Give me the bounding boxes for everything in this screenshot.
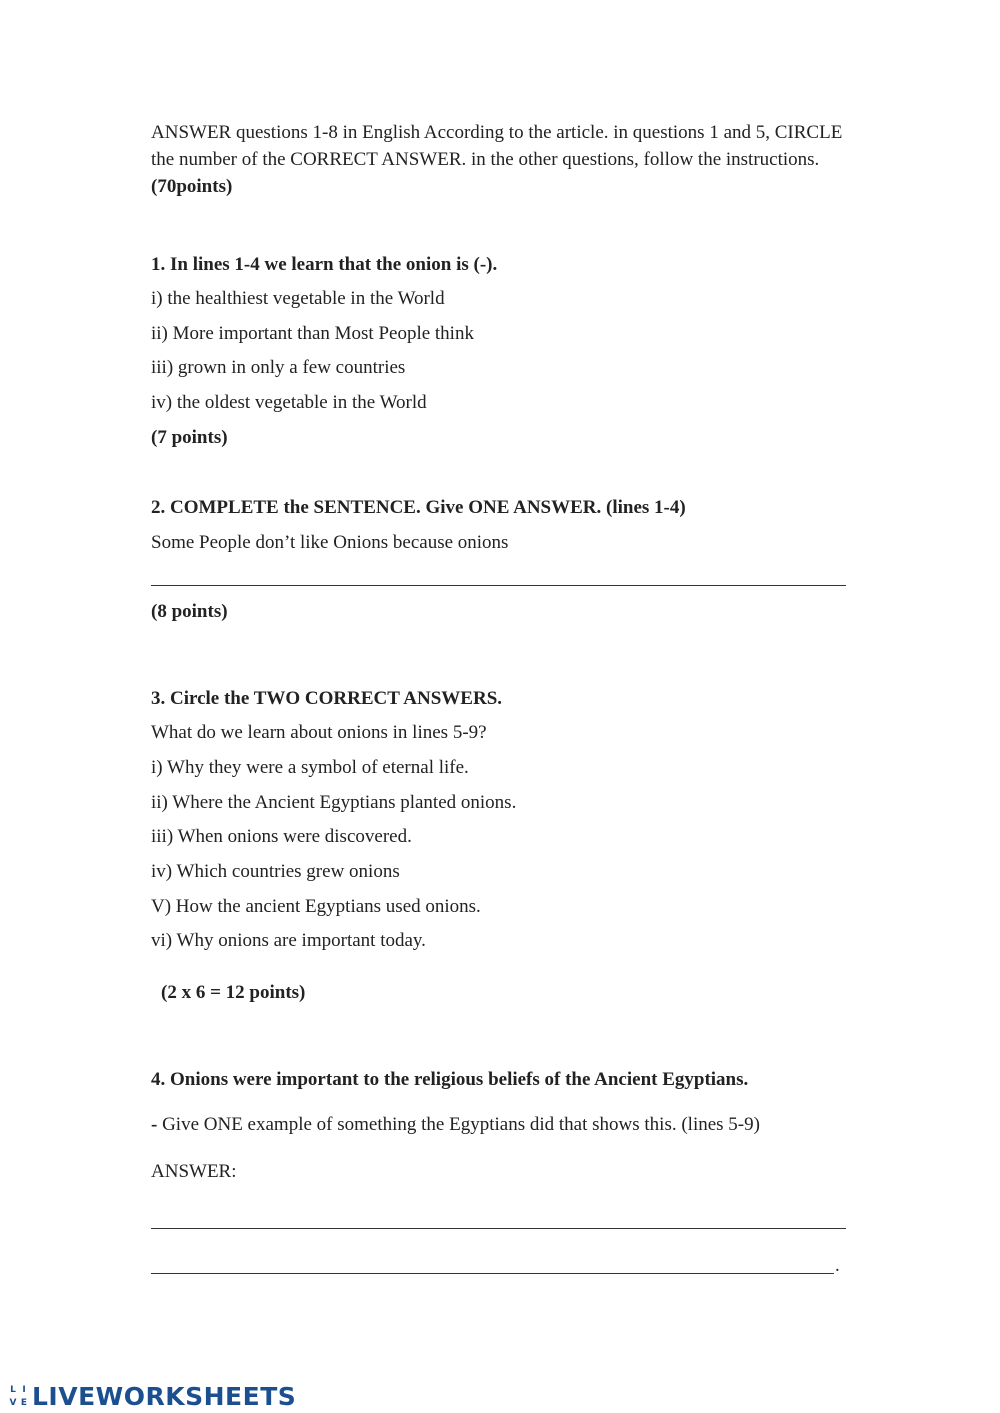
question-4-answer-label: ANSWER: bbox=[151, 1161, 237, 1182]
question-3-option[interactable]: iv) Which countries grew onions bbox=[151, 861, 400, 882]
logo-letter: E bbox=[20, 1397, 28, 1408]
question-3-title: 3. Circle the TWO CORRECT ANSWERS. bbox=[151, 688, 503, 709]
logo-letter: V bbox=[9, 1397, 17, 1408]
question-4-answer-line-2[interactable] bbox=[151, 1273, 834, 1274]
instructions-points: (70points) bbox=[151, 176, 233, 197]
question-4-dash: - bbox=[151, 1114, 158, 1135]
question-4-instruction bbox=[151, 1114, 760, 1136]
question-1-option[interactable]: ii) More important than Most People think bbox=[151, 323, 474, 344]
logo-letter: L bbox=[10, 1384, 16, 1395]
question-3-option[interactable]: vi) Why onions are important today. bbox=[151, 930, 426, 951]
question-1-option[interactable]: iii) grown in only a few countries bbox=[151, 357, 406, 378]
question-3-option[interactable]: V) How the ancient Egyptians used onions. bbox=[151, 896, 481, 917]
instructions-text: ANSWER questions 1-8 in English According to the article. in questions 1 and 5, CIRCLE the number of the CORRECT ANSWER. in the other questions, follow the instructions. bbox=[151, 122, 843, 170]
question-2-points: (8 points) bbox=[151, 601, 228, 622]
question-2-title: 2. COMPLETE the SENTENCE. Give ONE ANSWER. (lines 1-4) bbox=[151, 497, 686, 518]
question-3-option[interactable]: iii) When onions were discovered. bbox=[151, 826, 412, 847]
question-2-prompt: Some People don’t like Onions because onions bbox=[151, 532, 509, 553]
instructions bbox=[151, 119, 851, 200]
question-4-end-mark: . bbox=[835, 1255, 840, 1276]
question-4-answer-line-1[interactable] bbox=[151, 1228, 846, 1229]
question-3-option[interactable]: ii) Where the Ancient Egyptians planted onions. bbox=[151, 792, 517, 813]
question-1-option[interactable]: iv) the oldest vegetable in the World bbox=[151, 392, 427, 413]
question-4-instruction-text: Give ONE example of something the Egyptians did that shows this. (lines 5-9) bbox=[162, 1114, 760, 1135]
question-4-title: 4. Onions were important to the religious beliefs of the Ancient Egyptians. bbox=[151, 1069, 749, 1090]
question-3-question: What do we learn about onions in lines 5-9? bbox=[151, 722, 487, 743]
liveworksheets-brand: LIVEWORKSHEETS bbox=[32, 1381, 297, 1411]
question-2-answer-line[interactable] bbox=[151, 585, 846, 586]
question-1-option[interactable]: i) the healthiest vegetable in the World bbox=[151, 288, 445, 309]
question-3-option[interactable]: i) Why they were a symbol of eternal life. bbox=[151, 757, 469, 778]
liveworksheets-logo-icon bbox=[8, 1384, 29, 1409]
logo-letter: I bbox=[22, 1384, 26, 1395]
liveworksheets-footer[interactable] bbox=[8, 1381, 296, 1411]
question-3-points: (2 x 6 = 12 points) bbox=[161, 982, 306, 1003]
question-1-title: 1. In lines 1-4 we learn that the onion is (-). bbox=[151, 254, 498, 275]
question-1-points: (7 points) bbox=[151, 427, 228, 448]
